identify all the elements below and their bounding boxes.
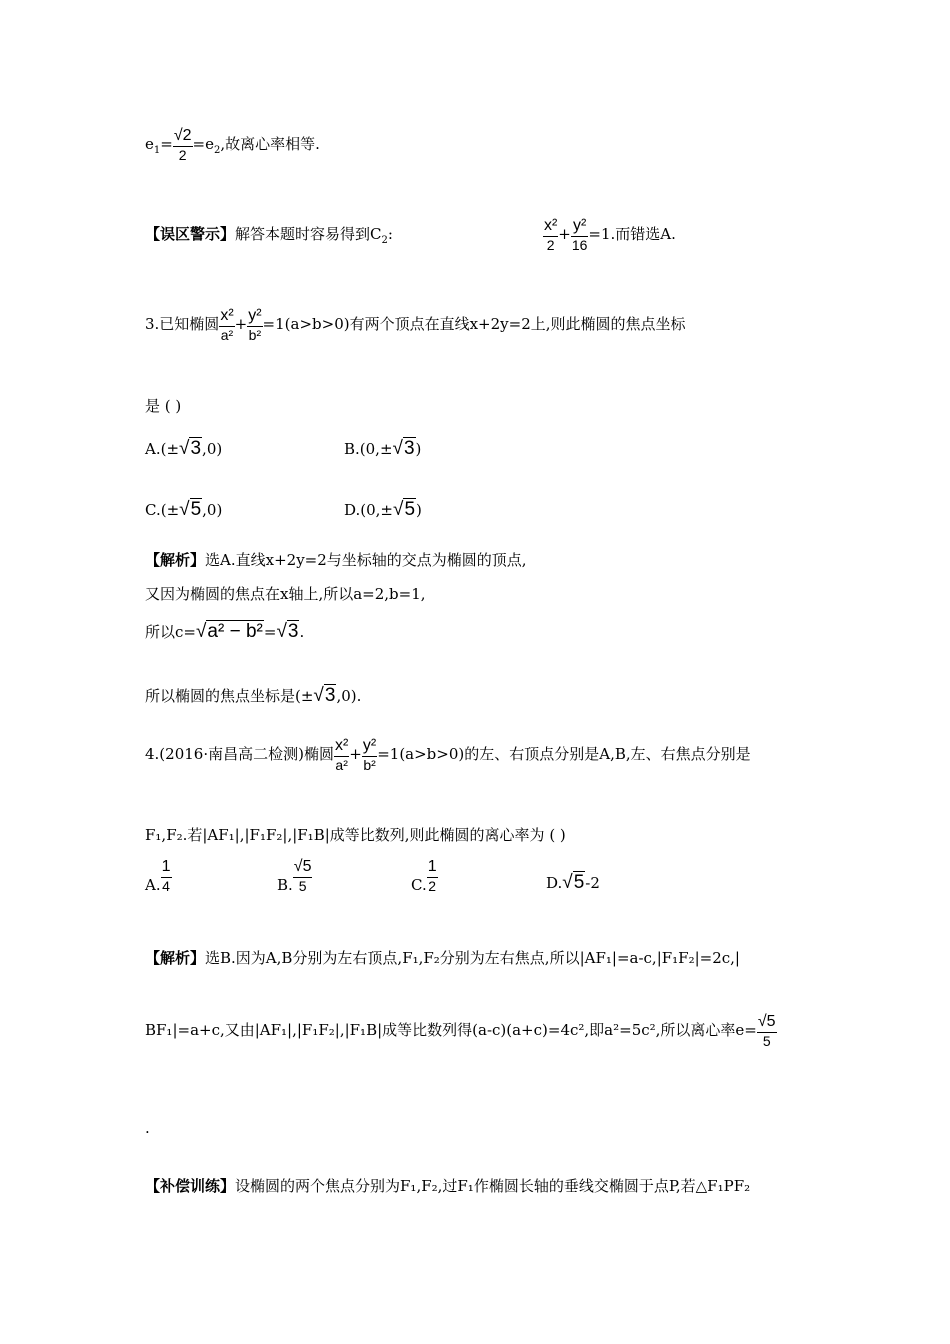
- option-prefix: A.(±: [145, 440, 180, 458]
- question-3-continuation: 是 ( ): [145, 397, 182, 415]
- denominator: b²: [363, 757, 376, 773]
- sqrt: √3: [179, 438, 202, 459]
- denominator: 5: [762, 1033, 771, 1049]
- numerator: x²: [219, 306, 234, 327]
- plus: +: [558, 225, 571, 243]
- plus: +: [349, 745, 362, 763]
- c2-sub: 2: [381, 235, 388, 246]
- q3-option-c: [145, 499, 222, 521]
- equals: =: [160, 135, 173, 153]
- denominator: a²: [335, 757, 348, 773]
- denominator: 2: [546, 237, 555, 253]
- warning-text: 解答本题时容易得到C: [235, 225, 382, 243]
- plus: +: [234, 315, 248, 333]
- radicand: 3: [287, 621, 299, 642]
- radicand: 3: [190, 438, 202, 459]
- sqrt-3: √3: [313, 685, 336, 706]
- radicand: 3: [403, 438, 415, 459]
- solution-tag: 【解析】: [145, 551, 206, 569]
- option-prefix: C.(±: [145, 501, 180, 519]
- denominator: 2: [178, 147, 187, 163]
- q3-tail: =1(a>b>0)有两个顶点在直线x+2y=2上,则此椭圆的焦点坐标: [262, 315, 686, 333]
- q4-tail: =1(a>b>0)的左、右顶点分别是A,B,左、右焦点分别是: [377, 745, 751, 763]
- denominator: 4: [162, 878, 170, 894]
- q3-prefix: 3.已知椭圆: [145, 315, 220, 333]
- warning-tag: 【误区警示】: [145, 225, 236, 243]
- suffix: ,0).: [336, 687, 362, 705]
- e2-symbol: =e: [192, 135, 214, 153]
- q3-option-a: [145, 438, 222, 460]
- prefix: 所以椭圆的焦点坐标是(±: [145, 687, 314, 705]
- training-tag: 【补偿训练】: [145, 1177, 236, 1195]
- radicand: 5: [573, 872, 585, 893]
- fraction-sqrt5-over-5: $\frac{√5}{5}$: [293, 858, 312, 894]
- denominator: 2: [428, 878, 437, 894]
- q4-option-c: [411, 857, 438, 895]
- option-prefix: B.: [277, 876, 293, 894]
- question-4-continuation: F₁,F₂.若|AF₁|,|F₁F₂|,|F₁B|成等比数列,则此椭圆的离心率为 ( ): [145, 826, 566, 844]
- radical-sign: √: [173, 127, 183, 144]
- numerator: y²: [571, 216, 589, 237]
- option-prefix: D.(0,±: [344, 501, 393, 519]
- q4-option-d: [546, 872, 600, 894]
- sqrt: √3: [392, 438, 415, 459]
- radicand: 5: [404, 499, 416, 520]
- option-prefix: D.: [546, 874, 563, 892]
- numerator: y²: [247, 306, 262, 327]
- training-text: 设椭圆的两个焦点分别为F₁,F₂,过F₁作椭圆长轴的垂线交椭圆于点P,若△F₁PF₂: [235, 1177, 751, 1195]
- q4-option-a: [145, 857, 172, 895]
- equals: =: [263, 623, 277, 641]
- solution-3-line-4: [145, 686, 361, 707]
- fraction-y2-over-b2: [247, 306, 262, 344]
- sqrt-3: √3: [276, 621, 299, 642]
- question-4: [145, 736, 751, 774]
- numerator: x²: [543, 216, 558, 237]
- solution-tag: 【解析】: [145, 949, 206, 967]
- radicand: a² − b²: [207, 621, 263, 642]
- radicand: 3: [324, 685, 336, 706]
- option-suffix: ,0): [202, 501, 223, 519]
- numerator: y²: [362, 736, 377, 757]
- radicand: 5: [766, 1013, 776, 1030]
- warning-line: [145, 216, 676, 254]
- prefix: 所以c=: [145, 623, 196, 641]
- suffix: .: [299, 623, 305, 641]
- solution-text: 选B.因为A,B分别为左右顶点,F₁,F₂分别为左右焦点,所以|AF₁|=a-c,|F₁F₂|=2c,|: [205, 949, 740, 967]
- option-suffix: ): [415, 440, 422, 458]
- sqrt-5: √5: [562, 872, 585, 893]
- fraction-y2-over-16: [571, 216, 589, 254]
- denominator: 16: [571, 237, 588, 253]
- option-suffix: -2: [585, 874, 600, 892]
- line-eccentricity-equal: [145, 126, 320, 164]
- fraction-sqrt2-over-2: [173, 126, 193, 164]
- radicand: 5: [190, 499, 202, 520]
- solution-3-line-1: [145, 550, 527, 570]
- solution-3-line-3: [145, 622, 304, 643]
- supplementary-training: [145, 1176, 750, 1196]
- option-prefix: C.: [411, 876, 427, 894]
- radicand: 2: [182, 127, 192, 144]
- fraction-sqrt5-over-5: $\frac{√5}{5}$: [757, 1013, 776, 1049]
- sqrt: √5: [393, 499, 416, 520]
- e-sub: 1: [153, 145, 161, 156]
- solution-text: 选A.直线x+2y=2与坐标轴的交点为椭圆的顶点,: [205, 551, 527, 569]
- numerator: 1: [427, 857, 438, 878]
- q3-option-b: [344, 438, 421, 460]
- q3-option-d: [344, 499, 422, 521]
- denominator: 5: [298, 878, 307, 894]
- warning-tail: =1.而错选A.: [588, 225, 676, 243]
- option-suffix: ,0): [202, 440, 223, 458]
- solution-4-line-2: [145, 1012, 777, 1050]
- numerator: x²: [334, 736, 349, 757]
- radicand: 5: [302, 858, 312, 875]
- fraction-1-over-4: [161, 857, 172, 895]
- fraction-x2-over-a2: [219, 306, 234, 344]
- solution-4-period: .: [145, 1119, 150, 1137]
- solution-4-line-1: [145, 948, 740, 968]
- sqrt-a2-minus-b2: √a² − b²: [195, 621, 263, 642]
- q4-prefix: 4.(2016·南昌高二检测)椭圆: [145, 745, 334, 763]
- solution-3-line-2: 又因为椭圆的焦点在x轴上,所以a=2,b=1,: [145, 585, 426, 603]
- question-3: [145, 306, 686, 344]
- option-prefix: A.: [145, 876, 161, 894]
- colon: :: [387, 225, 393, 243]
- line1-tail: ,故离心率相等.: [220, 135, 320, 153]
- e-symbol: e: [145, 135, 154, 153]
- denominator: b²: [248, 327, 262, 343]
- option-suffix: ): [416, 501, 422, 519]
- fraction-1-over-2: [427, 857, 438, 895]
- option-prefix: B.(0,±: [344, 440, 393, 458]
- denominator: a²: [220, 327, 234, 343]
- fraction-x2-over-2: [543, 216, 558, 254]
- q4-option-b: [277, 857, 312, 895]
- fraction-x2-over-a2: [334, 736, 349, 774]
- sqrt: √5: [179, 499, 202, 520]
- numerator: 1: [161, 857, 172, 878]
- fraction-y2-over-b2: [362, 736, 377, 774]
- solution-text: BF₁|=a+c,又由|AF₁|,|F₁F₂|,|F₁B|成等比数列得(a-c)(a+c)=4c²,即a²=5c²,所以离心率e=: [145, 1021, 757, 1039]
- e2-sub: 2: [213, 145, 221, 156]
